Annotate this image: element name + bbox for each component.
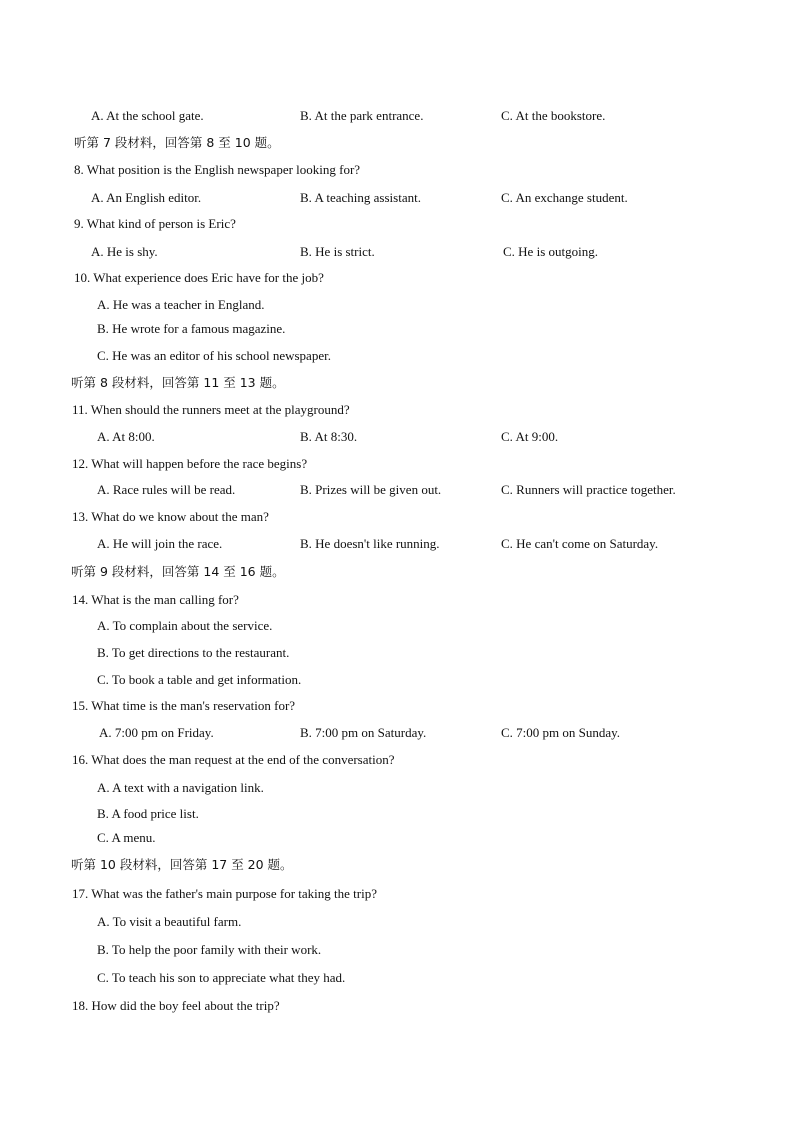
question-17: 17. What was the father's main purpose for taking the trip? (72, 886, 377, 901)
option-a: A. At the school gate. (91, 108, 204, 123)
question-12: 12. What will happen before the race begins? (72, 456, 308, 471)
option-a: A. An English editor. (91, 190, 202, 205)
option-a: A. 7:00 pm on Friday. (99, 725, 214, 740)
section-heading: 听第 10 段材料，回答第 17 至 20 题。 (71, 857, 293, 872)
option-c: C. He is outgoing. (503, 244, 598, 259)
section-heading: 听第 9 段材料，回答第 14 至 16 题。 (71, 564, 285, 579)
option-b: B. He is strict. (300, 244, 375, 259)
question-9: 9. What kind of person is Eric? (74, 216, 236, 231)
option-c: C. He was an editor of his school newspaper. (97, 348, 331, 363)
option-b: B. 7:00 pm on Saturday. (300, 725, 427, 740)
option-b: B. A food price list. (97, 806, 199, 821)
question-13: 13. What do we know about the man? (72, 509, 269, 524)
question-8: 8. What position is the English newspaper looking for? (74, 162, 361, 177)
option-a: A. He is shy. (91, 244, 158, 259)
option-c: C. He can't come on Saturday. (501, 536, 659, 551)
option-b: B. Prizes will be given out. (300, 482, 442, 497)
question-16: 16. What does the man request at the end of the conversation? (72, 752, 395, 767)
question-18: 18. How did the boy feel about the trip? (72, 998, 280, 1013)
option-b: B. A teaching assistant. (300, 190, 421, 205)
option-b: B. At 8:30. (300, 429, 358, 444)
option-b: B. To get directions to the restaurant. (97, 645, 290, 660)
option-a: A. To visit a beautiful farm. (97, 914, 242, 929)
option-a: A. A text with a navigation link. (97, 780, 264, 795)
option-a: A. He was a teacher in England. (97, 297, 265, 312)
section-heading: 听第 8 段材料，回答第 11 至 13 题。 (71, 375, 285, 390)
option-a: A. He will join the race. (97, 536, 223, 551)
option-c: C. 7:00 pm on Sunday. (501, 725, 621, 740)
option-a: A. To complain about the service. (97, 618, 273, 633)
option-c: C. To book a table and get information. (97, 672, 302, 687)
option-b: B. He wrote for a famous magazine. (97, 321, 286, 336)
option-c: C. A menu. (97, 830, 156, 845)
option-b: B. He doesn't like running. (300, 536, 440, 551)
option-c: C. To teach his son to appreciate what they had. (97, 970, 346, 985)
option-a: A. At 8:00. (97, 429, 155, 444)
question-11: 11. When should the runners meet at the playground? (72, 402, 350, 417)
option-c: C. Runners will practice together. (501, 482, 676, 497)
section-heading: 听第 7 段材料，回答第 8 至 10 题。 (74, 135, 280, 150)
option-a: A. Race rules will be read. (97, 482, 236, 497)
question-10: 10. What experience does Eric have for the job? (74, 270, 324, 285)
option-b: B. To help the poor family with their work. (97, 942, 322, 957)
question-14: 14. What is the man calling for? (72, 592, 239, 607)
option-c: C. At the bookstore. (501, 108, 606, 123)
option-b: B. At the park entrance. (300, 108, 424, 123)
option-c: C. An exchange student. (501, 190, 628, 205)
option-c: C. At 9:00. (501, 429, 559, 444)
question-15: 15. What time is the man's reservation for? (72, 698, 296, 713)
